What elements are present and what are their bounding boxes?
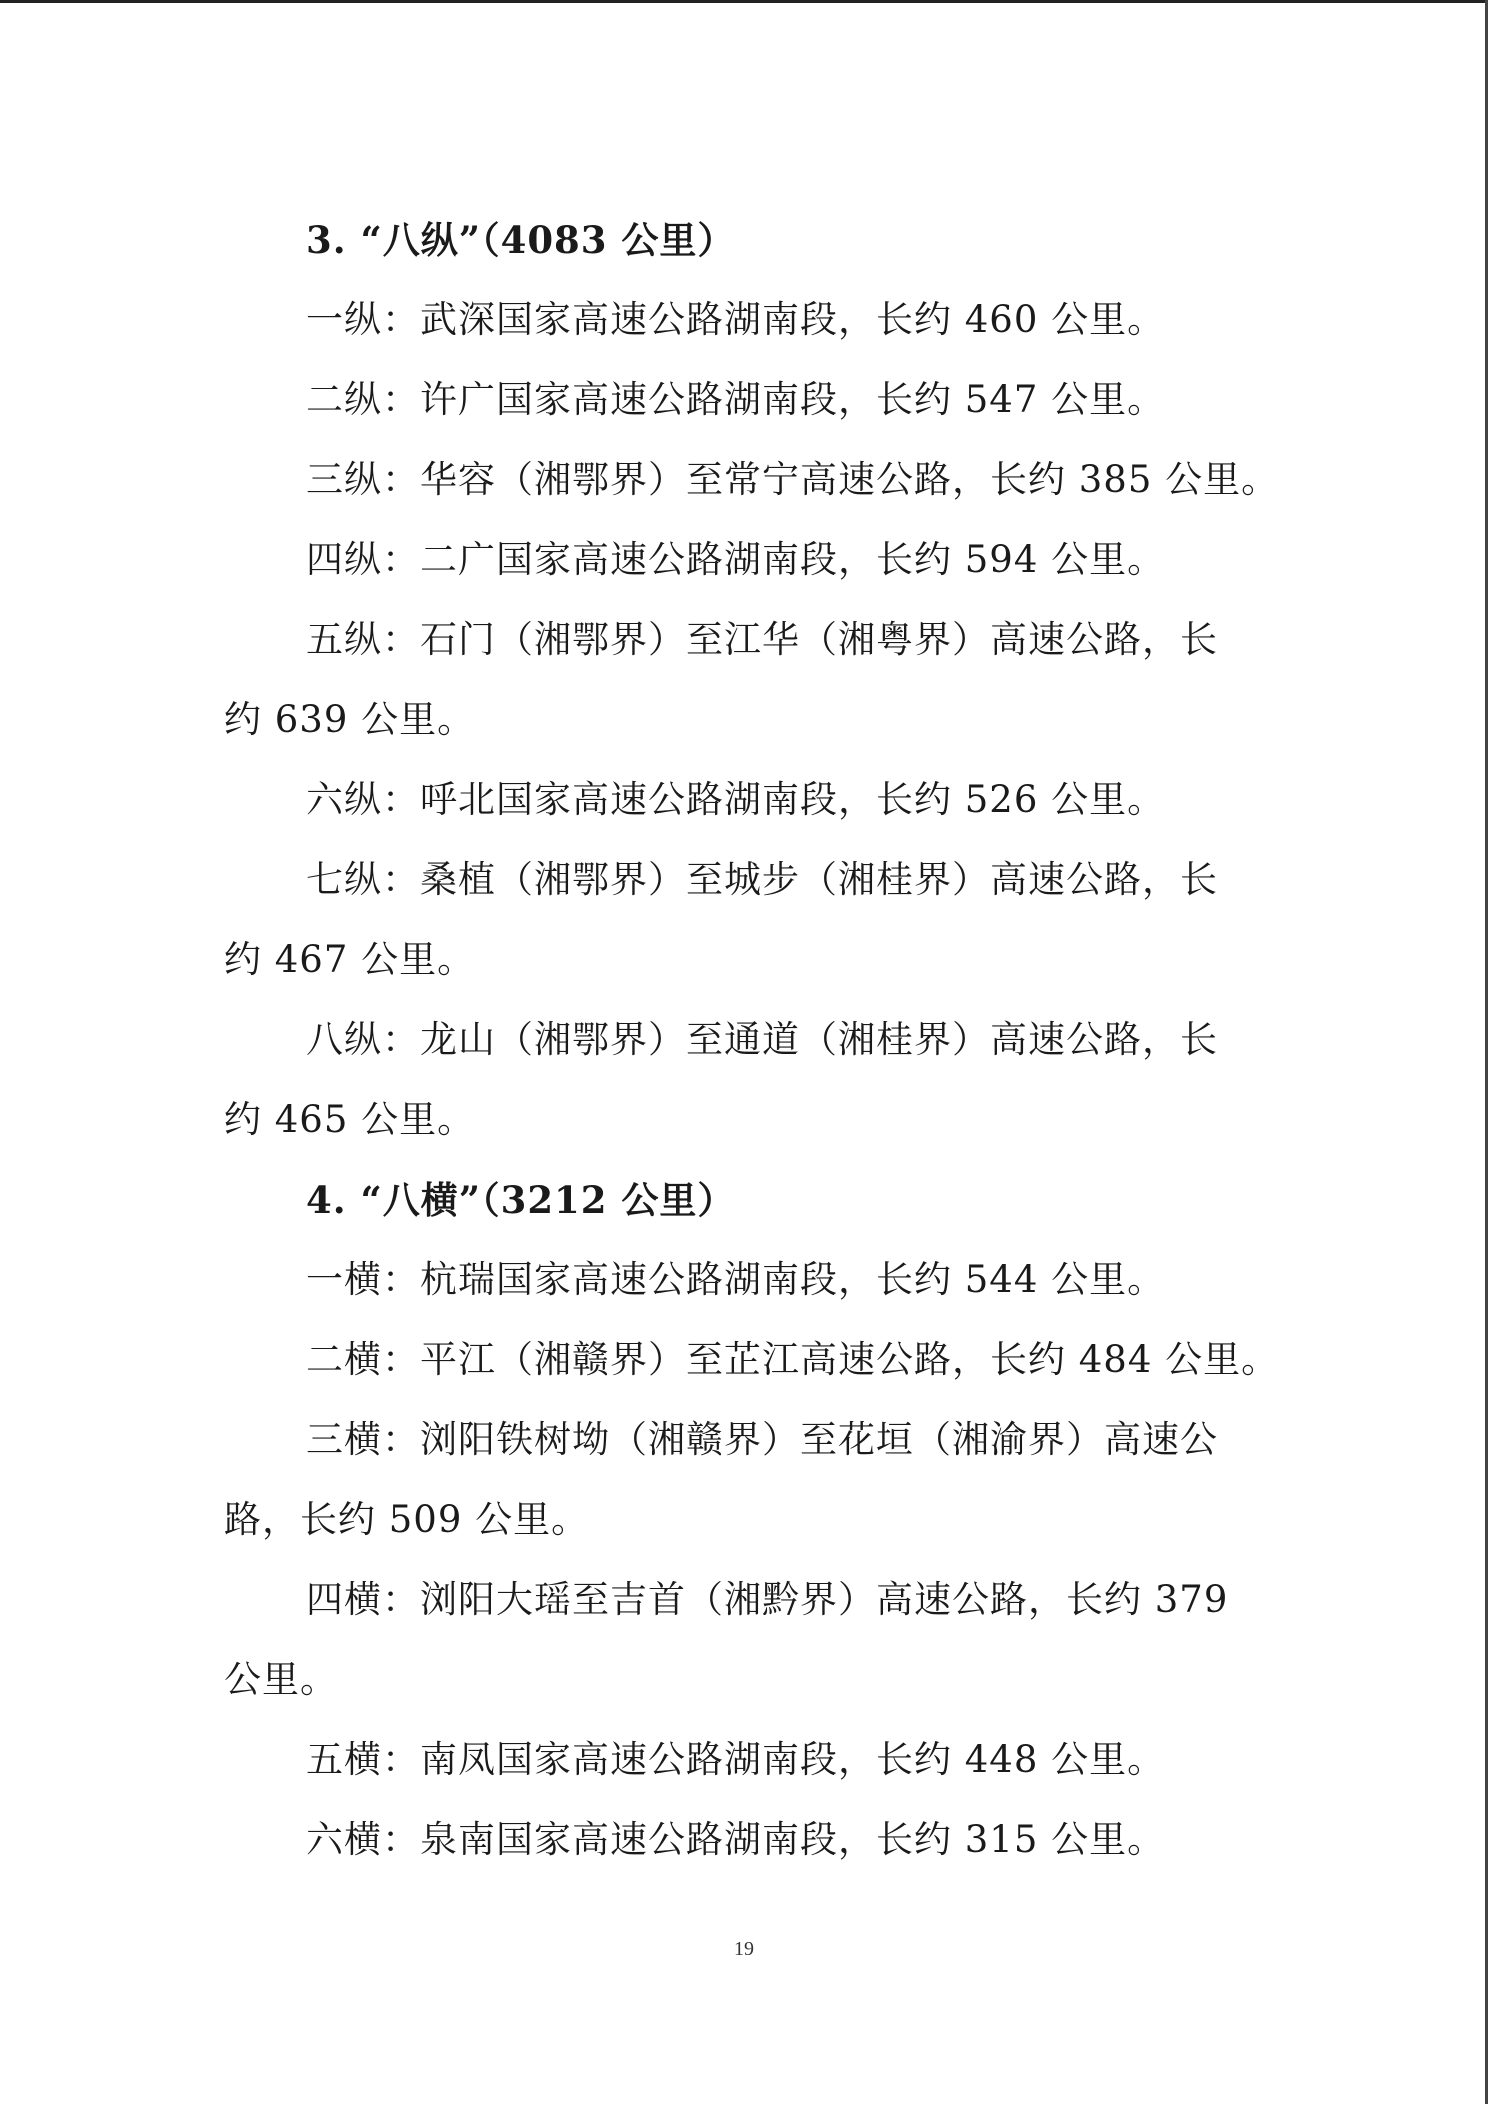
item-heng-3: 三横：浏阳铁树坳（湘赣界）至花垣（湘渝界）高速公 — [306, 1418, 1218, 1461]
item-zong-7-cont: 约 467 公里。 — [224, 938, 476, 981]
item-zong-8-cont: 约 465 公里。 — [224, 1098, 476, 1141]
item-heng-3-cont: 路，长约 509 公里。 — [224, 1498, 590, 1541]
item-zong-8: 八纵：龙山（湘鄂界）至通道（湘桂界）高速公路，长 — [306, 1018, 1218, 1061]
item-heng-6: 六横：泉南国家高速公路湖南段，长约 315 公里。 — [306, 1818, 1166, 1861]
document-body — [224, 200, 1280, 1880]
item-zong-1: 一纵：武深国家高速公路湖南段，长约 460 公里。 — [306, 298, 1166, 341]
item-zong-5-cont: 约 639 公里。 — [224, 698, 476, 741]
item-heng-2: 二横：平江（湘赣界）至芷江高速公路，长约 484 公里。 — [306, 1338, 1280, 1381]
section-heading-bazong: 3. “八纵”（4083 公里） — [306, 218, 736, 262]
page-number: 19 — [734, 1938, 754, 1960]
item-heng-5: 五横：南凤国家高速公路湖南段，长约 448 公里。 — [306, 1738, 1166, 1781]
item-zong-7: 七纵：桑植（湘鄂界）至城步（湘桂界）高速公路，长 — [306, 858, 1218, 901]
item-zong-3: 三纵：华容（湘鄂界）至常宁高速公路，长约 385 公里。 — [306, 458, 1280, 501]
item-zong-5: 五纵：石门（湘鄂界）至江华（湘粤界）高速公路，长 — [306, 618, 1218, 661]
item-heng-1: 一横：杭瑞国家高速公路湖南段，长约 544 公里。 — [306, 1258, 1166, 1301]
item-zong-4: 四纵：二广国家高速公路湖南段，长约 594 公里。 — [306, 538, 1166, 581]
item-heng-4: 四横：浏阳大瑶至吉首（湘黔界）高速公路，长约 379 — [306, 1578, 1229, 1621]
item-zong-2: 二纵：许广国家高速公路湖南段，长约 547 公里。 — [306, 378, 1166, 421]
section-heading-baheng: 4. “八横”（3212 公里） — [306, 1178, 736, 1222]
item-heng-4-cont: 公里。 — [224, 1658, 338, 1701]
item-zong-6: 六纵：呼北国家高速公路湖南段，长约 526 公里。 — [306, 778, 1166, 821]
top-border — [0, 0, 1488, 3]
